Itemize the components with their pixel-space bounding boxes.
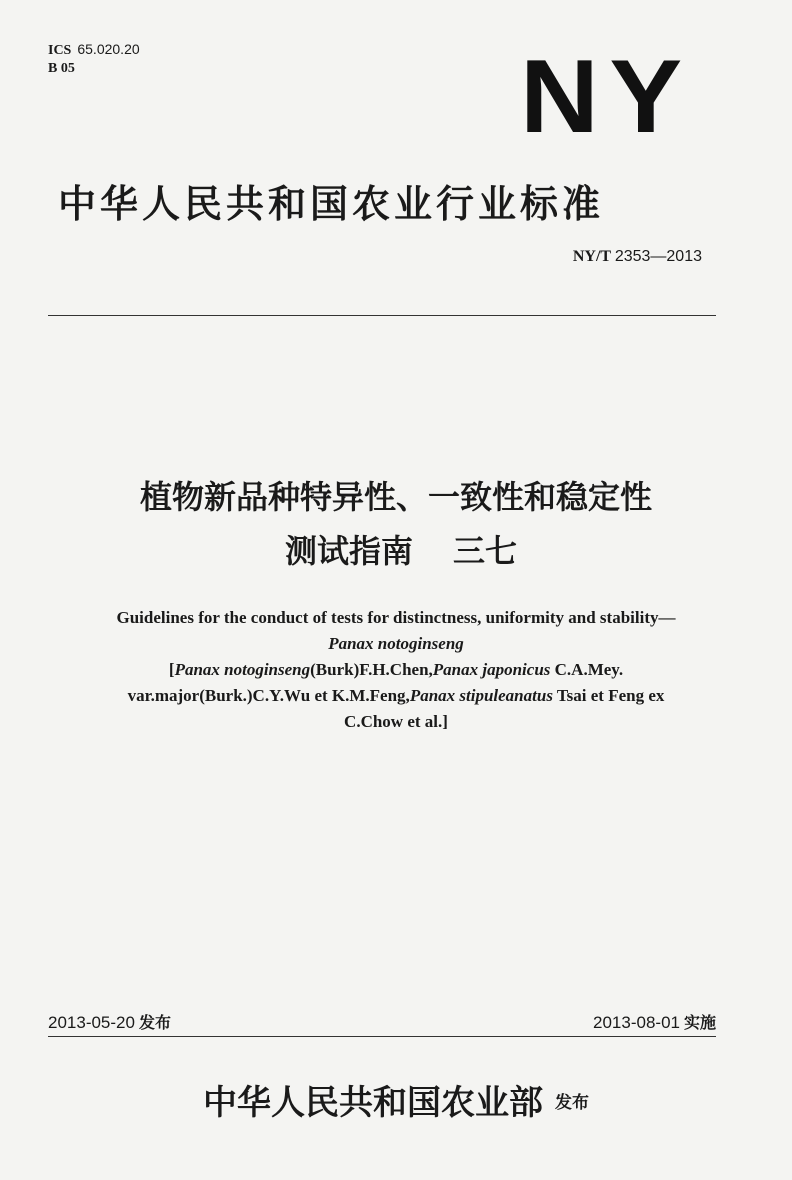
issue-date-value: 2013-05-20 — [48, 1013, 135, 1032]
english-title-line2 — [40, 631, 752, 657]
implement-date — [593, 1010, 716, 1033]
publisher-suffix: 发布 — [555, 1093, 589, 1113]
top-divider — [48, 315, 716, 316]
species-author-1: (Burk)F.H.Chen, — [310, 660, 433, 679]
english-title-line3 — [40, 657, 752, 683]
classification-codes — [48, 40, 140, 78]
english-title-line1: Guidelines for the conduct of tests for distinctness, uniformity and stability— — [116, 608, 676, 627]
ics-value: 65.020.20 — [77, 41, 140, 57]
class-code: B 05 — [48, 61, 75, 76]
chinese-title-line2 — [0, 524, 792, 578]
standard-number-prefix: NY/T — [572, 248, 611, 265]
chinese-title-line2-b: 三七 — [453, 532, 518, 570]
species-author-3: Tsai et Feng ex — [552, 686, 665, 705]
chinese-title-line1: 植物新品种特异性、一致性和稳定性 — [139, 478, 652, 516]
species-author-2: C.A.Mey. — [550, 660, 624, 679]
bracket-open: [ — [168, 660, 175, 679]
standard-number — [573, 248, 702, 266]
english-title-species: Panax notoginseng — [328, 634, 464, 653]
variety-author: var.major(Burk.)C.Y.Wu et K.M.Feng, — [127, 686, 410, 705]
english-title-line5: C.Chow et al.] — [344, 712, 448, 731]
implement-date-value: 2013-08-01 — [593, 1013, 680, 1032]
species-name-2: Panax japonicus — [432, 660, 551, 679]
chinese-title-line2-a: 测试指南 — [284, 532, 413, 570]
english-title — [40, 605, 752, 735]
publisher — [0, 1075, 792, 1124]
ics-label: ICS — [48, 43, 72, 58]
implement-date-label: 实施 — [683, 1013, 716, 1032]
species-name-1: Panax notoginseng — [174, 660, 311, 679]
chinese-title — [0, 470, 792, 578]
issue-date-label: 发布 — [138, 1013, 171, 1032]
ics-code — [48, 40, 140, 60]
species-name-3: Panax stipuleanatus — [409, 686, 553, 705]
ny-logo: NY — [520, 39, 693, 155]
publisher-name: 中华人民共和国农业部 — [203, 1083, 543, 1123]
english-title-line4 — [40, 683, 752, 709]
bottom-divider — [48, 1036, 716, 1037]
standard-number-value: 2353—2013 — [614, 248, 702, 265]
issue-date — [48, 1010, 171, 1033]
standard-category-title: 中华人民共和国农业行业标准 — [58, 182, 605, 226]
